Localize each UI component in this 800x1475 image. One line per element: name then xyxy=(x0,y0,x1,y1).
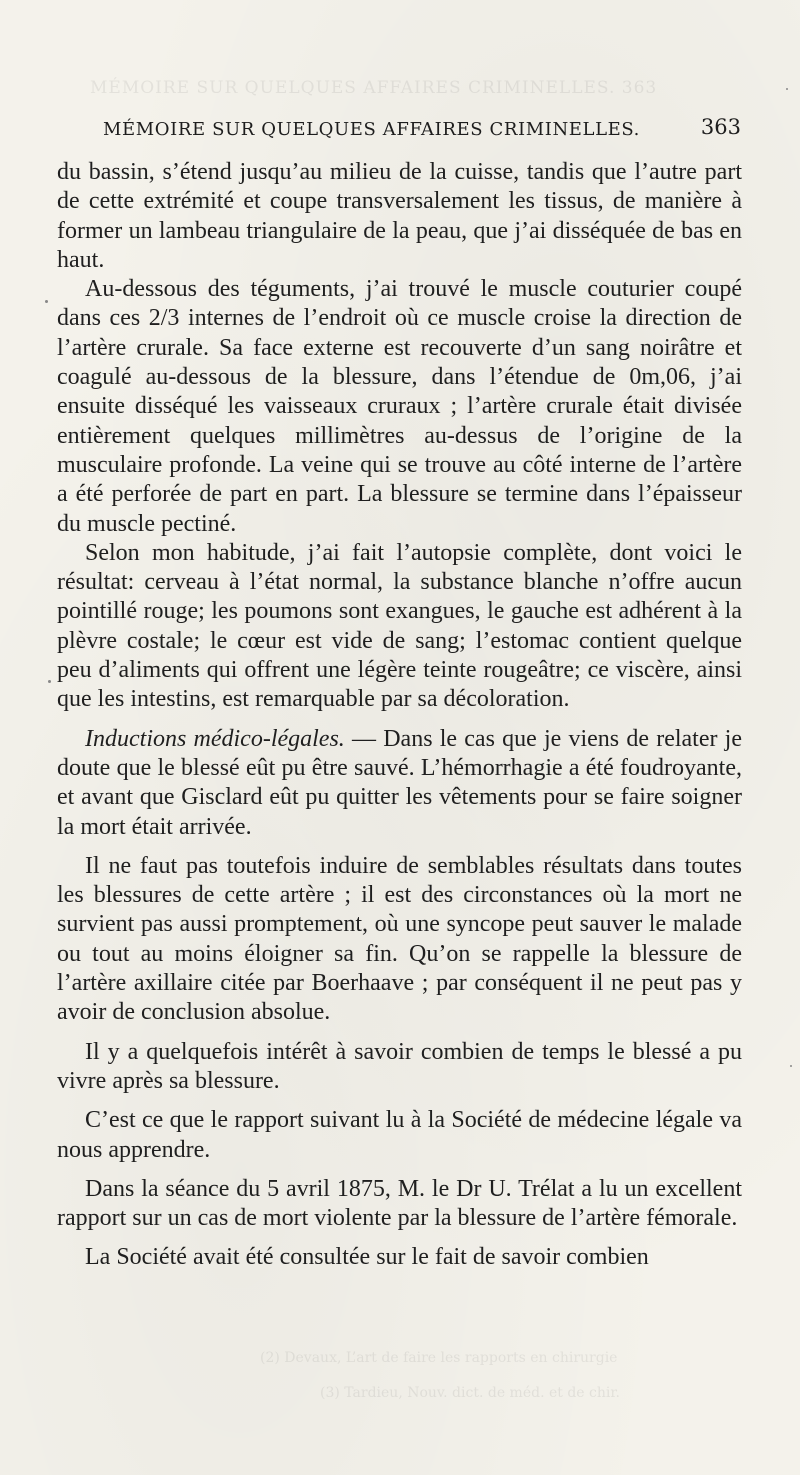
running-header: MÉMOIRE SUR QUELQUES AFFAIRES CRIMINELLES. xyxy=(103,119,640,140)
show-through-footnote-2: (3) Tardieu, Nouv. dict. de méd. et de chir. xyxy=(320,1385,620,1401)
paragraph: C’est ce que le rapport suivant lu à la Société de médecine légale va nous apprendre. xyxy=(57,1107,742,1163)
paragraph: Au-dessous des téguments, j’ai trouvé le muscle couturier coupé dans ces 2/3 internes de l’endroit où ce muscle croise la direction de l’artère crurale. Sa face externe est recouverte d’un sang noirâtre et coagulé au-dessous de la blessure, dans l’étendue de 0m,06, j’ai ensuite disséqué les vaisseaux cruraux ; l’artère crurale était divisée entièrement quelques millimètres au-dessus de l’origine de la musculaire profonde. La veine qui se trouve au côté interne de l’artère a été perforée de part en part. La blessure se termine dans l’épaisseur du muscle pectiné. xyxy=(57,276,742,537)
paragraph: Il y a quelquefois intérêt à savoir combien de temps le blessé a pu vivre après sa blessure. xyxy=(57,1038,742,1094)
show-through-footnote: (2) Devaux, L’art de faire les rapports en chirurgie xyxy=(260,1350,618,1366)
section-lead: Inductions médico-légales. xyxy=(85,725,345,752)
paper-speck xyxy=(786,88,788,90)
paper-speck xyxy=(48,680,51,683)
paragraph: La Société avait été consultée sur le fait de savoir combien xyxy=(85,1244,649,1271)
page-number: 363 xyxy=(700,115,741,139)
paragraph: du bassin, s’étend jusqu’au milieu de la cuisse, tandis que l’autre part de cette extrémité et coupe transversalement les tissus, de manière à former un lambeau triangulaire de la peau, que j’ai disséquée de bas en haut. xyxy=(57,159,742,273)
paper-speck xyxy=(45,300,48,303)
paragraph: Selon mon habitude, j’ai fait l’autopsie complète, dont voici le résultat: cerveau à l’état normal, la substance blanche n’offre aucun pointillé rouge; les poumons sont exangues, le gauche est adhérent à la plèvre costale; le cœur est vide de sang; l’estomac contient quelque peu d’aliments qui offrent une légère teinte rougeâtre; ce viscère, ainsi que les intestins, est remarquable par sa décoloration. xyxy=(57,539,742,713)
paragraph: Dans la séance du 5 avril 1875, M. le Dr U. Trélat a lu un excellent rapport sur un cas de mort violente par la blessure de l’artère fémorale. xyxy=(57,1175,742,1232)
paragraph-inductions xyxy=(57,725,742,842)
show-through-header: MÉMOIRE SUR QUELQUES AFFAIRES CRIMINELLES. 363 xyxy=(90,78,658,98)
body-text xyxy=(57,158,742,1273)
paragraph: Il ne faut pas toutefois induire de semblables résultats dans toutes les blessures de cette artère ; il est des circonstances où la mort ne survient pas aussi promptement, où une syncope peut sauver le malade ou tout au moins éloigner sa fin. Qu’on se rappelle la blessure de l’artère axillaire citée par Boerhaave ; par conséquent il ne peut pas y avoir de conclusion absolue. xyxy=(57,852,742,1026)
paper-speck xyxy=(790,1065,792,1067)
paragraph-text: — Dans le cas que je viens de relater je doute que le blessé eût pu être sauvé. L’hémorrhagie a été foudroyante, et avant que Gisclard eût pu quitter les vêtements pour se faire soigner la mort était arrivée. xyxy=(57,725,743,840)
